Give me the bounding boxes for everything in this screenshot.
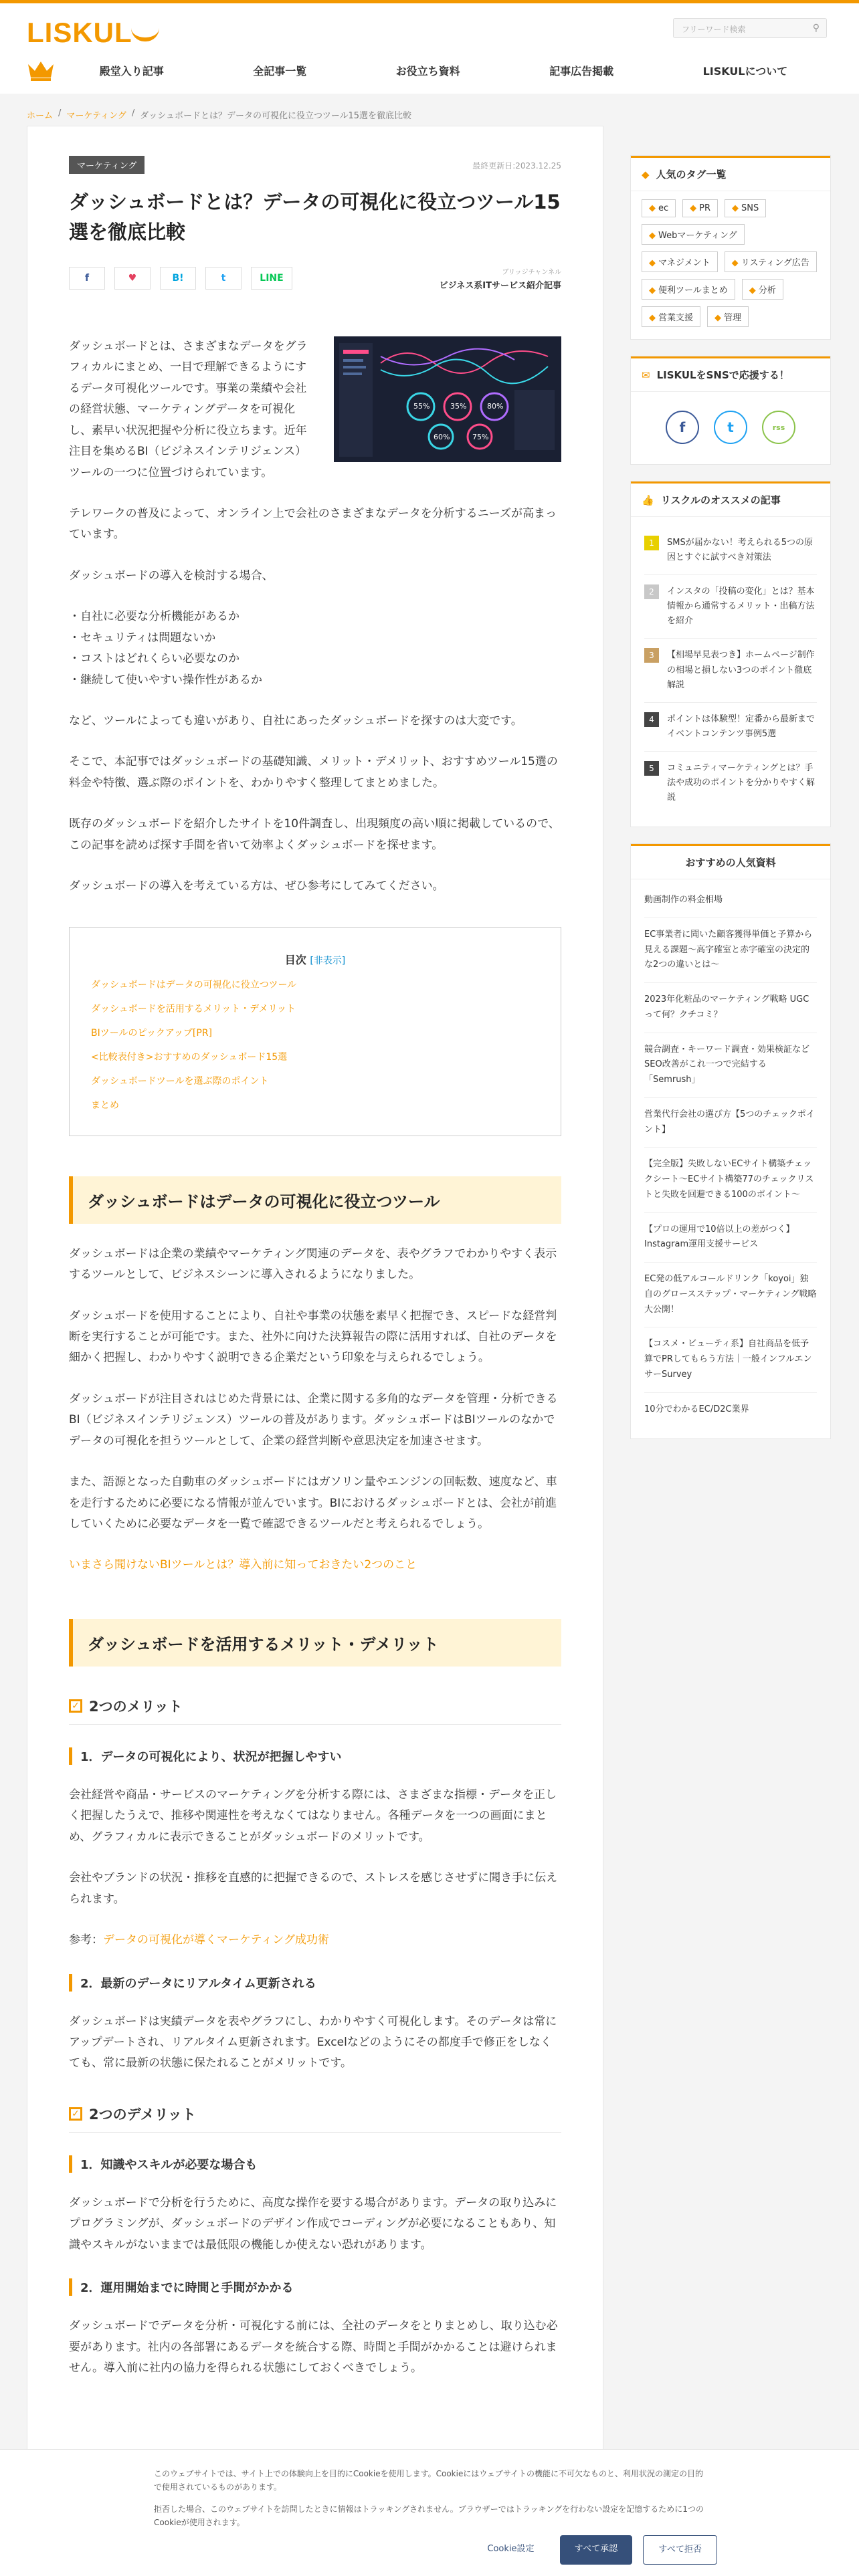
tags-widget: ◆ 人気のタグ一覧 ◆ ec ◆ PR ◆ SNS ◆ Webマーケティング ◆ マネジメント ◆ リスティング広告 ◆ 便利ツールまとめ ◆ 分析 ◆ 営業支援 ◆ 管理: [630, 155, 831, 340]
check-icon: ✓: [69, 2107, 82, 2121]
body-paragraph: 会社やブランドの状況・推移を直感的に把握できるので、ストレスを感じさせずに聞き手に伝えられます。: [69, 1871, 558, 1906]
body-paragraph: 会社経営や商品・サービスのマーケティングを分析する際には、さまざまな指標・データを正しく把握したうえで、推移や関連性を考えなくてはなりません。各種データを一つの画面にまとめ、グラフィカルに表示できることがダッシュボードのメリットです。: [69, 1788, 557, 1844]
body-paragraph: ダッシュボードで分析を行うために、高度な操作を要する場合があります。データの取り込みにプログラミングが、ダッシュボードのデザイン作成でコーディングが必要になることもあり、知識やスキルがないままでは最低限の機能しか使えない恐れがあります。: [69, 2195, 557, 2252]
search-icon[interactable]: ⚲: [812, 23, 820, 33]
nav-hall-of-fame[interactable]: 殿堂入り記事: [99, 64, 164, 78]
whitepaper-link[interactable]: EC発の低アルコールドリンク「koyoi」独自のグロースステップ・マーケティング戦略大公開！: [644, 1263, 817, 1327]
article-title: ダッシュボードとは？データの可視化に役立つツール15選を徹底比較: [69, 191, 561, 243]
subheading: 1．知識やスキルが必要な場合も: [69, 2155, 561, 2173]
tag-link[interactable]: ◆ 分析: [742, 279, 783, 300]
subsection-heading: ✓ 2つのデメリット: [69, 2104, 561, 2133]
whitepaper-link[interactable]: 【コスメ・ビューティ系】自社商品を低予算でPRしてもらう方法｜一般インフルエンサーSurvey: [644, 1327, 817, 1392]
body-paragraph: ダッシュボードは実績データを表やグラフにし、わかりやすく可視化します。そのデータは常にアップデートされ、リアルタイム更新されます。Excelなどのようにその都度手で修正をしなくても、常に最新の状態に保たれることがメリットです。: [69, 2014, 557, 2070]
whitepaper-widget: おすすめの人気資料 動画制作の料金相場 EC事業者に聞いた顧客獲得単価と予算から見える課題〜高字確室と赤字確室の決定的な2つの違いとは〜 2023年化粧品のマーケティング戦略 UGCって何？クチコミ？ 競合調査・キーワード調査・効果検証などSEO改善がこれ一つで完結する「Semrush」 営業代行会社の選び方【5つのチェックポイント】 【完全版】失敗しないECサイト構築チェックシート〜ECサイト構築77のチェックリストと失敗を回避できる100のポイント〜 【プロの運用で10倍以上の差がつく】Instagram運用支援サービス EC発の低アルコールドリンク「koyoi」独自のグロースステップ・マーケティング戦略大公開！ 【コスメ・ビューティ系】自社商品を低予算でPRしてもらう方法｜一般インフルエンサーSurvey 10分でわかるEC/D2C業界: [630, 843, 831, 1439]
table-of-contents: [69, 927, 561, 1136]
sns-widget: ✉ LISKULをSNSで応援する！ f t rss: [630, 356, 831, 465]
body-paragraph: 既存のダッシュボードを紹介したサイトを10件調査し、出現頻度の高い順に掲載しているので、この記事を読めば探す手間を省いて効率よくダッシュボードを探せます。: [69, 817, 560, 852]
thumb-value-4: 60%: [434, 432, 450, 441]
whitepaper-link[interactable]: EC事業者に聞いた顧客獲得単価と予算から見える課題〜高字確室と赤字確室の決定的な2つの違いとは〜: [644, 918, 817, 983]
cookie-banner: [0, 2449, 859, 2576]
updated-date: 最終更新日:2023.12.25: [472, 161, 561, 171]
share-bar: [69, 266, 561, 291]
body-paragraph: テレワークの普及によって、オンライン上で会社のさまざまなデータを分析するニーズが高まっています。: [69, 506, 557, 542]
intro-text: ダッシュボードとは、さまざまなデータをグラフィカルにまとめ、一目で理解できるようにするデータ可視化ツールです。事業の業績や会社の経営状態、マーケティングデータを可視化し、素早い状況把握や分析に役立ちます。近年注目を集めるBI（ビジネスインテリジェンス）ツールの一つに位置づけられています。: [69, 339, 308, 479]
toc-item[interactable]: ダッシュボードを活用するメリット・デメリット: [91, 1003, 296, 1014]
tag-link[interactable]: ◆ 便利ツールまとめ: [642, 279, 735, 300]
toc-title: 目次: [284, 953, 306, 966]
facebook-icon[interactable]: f: [666, 411, 699, 444]
nav-about[interactable]: LISKULについて: [702, 64, 788, 78]
global-nav: [0, 56, 859, 85]
section-heading: ダッシュボードはデータの可視化に役立つツール: [69, 1176, 561, 1224]
tag-link[interactable]: ◆ 営業支援: [642, 306, 700, 327]
site-header: [0, 3, 859, 94]
tag-link[interactable]: ◆ リスティング広告: [725, 251, 817, 272]
toc-item[interactable]: ダッシュボードはデータの可視化に役立つツール: [91, 979, 297, 990]
thumb-value-1: 55%: [413, 401, 430, 411]
reference-link[interactable]: データの可視化が導くマーケティング成功術: [103, 1933, 329, 1947]
tag-link[interactable]: ◆ Webマーケティング: [642, 224, 745, 245]
whitepaper-link[interactable]: 動画制作の料金相場: [644, 883, 817, 918]
section-heading: ダッシュボードを活用するメリット・デメリット: [69, 1619, 561, 1667]
body-paragraph: ダッシュボードでデータを分析・可視化する前には、全社のデータをとりまとめし、取り込む必要があります。社内の各部署にあるデータを統合する際、時間と手間がかかることは避けられません。導入前に社内の協力を得られる状態にしておくべきでしょう。: [69, 2319, 558, 2375]
whitepaper-link[interactable]: 【プロの運用で10倍以上の差がつく】Instagram運用支援サービス: [644, 1213, 817, 1263]
tag-link[interactable]: ◆ ec: [642, 199, 676, 217]
thumb-value-5: 75%: [472, 432, 489, 441]
nav-resources[interactable]: お役立ち資料: [395, 64, 460, 78]
dashboard-thumbnail: [334, 336, 561, 462]
tag-link[interactable]: ◆ SNS: [725, 199, 766, 217]
body-paragraph: そこで、本記事ではダッシュボードの基礎知識、メリット・デメリット、おすすめツール15選の料金や特徴、選ぶ際のポイントを、わかりやすく整理してまとめました。: [69, 755, 558, 790]
checklist: ・自社に必要な分析機能があるか ・セキュリティは問題ないか ・コストはどれくらい必要なのか ・継続して使いやすい操作性があるか: [69, 610, 262, 687]
body-paragraph: など、ツールによっても違いがあり、自社にあったダッシュボードを探すのは大変です。: [69, 714, 522, 728]
share-facebook-button[interactable]: f: [69, 267, 105, 290]
recommended-widget: 👍 リスクルのオススメの記事 1 SMSが届かない！考えられる5つの原因とすぐに試すべき対策法 2 インスタの「投稿の変化」とは？基本情報から通常するメリット・出稿方法を紹介 3 【相場早見表つき】ホームページ制作の相場と損しない3つのポイント徹底解説 4 ポイントは体験型！定番から最新までイベントコンテンツ事例5選 5 コミュニティマーケティングとは？手法や成功のポイントを分かりやすく解説: [630, 481, 831, 827]
share-hatena-button[interactable]: B!: [160, 267, 196, 290]
breadcrumb-marketing[interactable]: マーケティング: [66, 111, 126, 121]
body-paragraph: ダッシュボードが注目されはじめた背景には、企業に関する多角的なデータを管理・分析できるBI（ビジネスインテリジェンス）ツールの普及があります。ダッシュボードはBIツールのなかでデータの可視化を担うツールとして、企業の経営判断や意思決定を加速させます。: [69, 1392, 558, 1448]
share-line-button[interactable]: LINE: [251, 267, 292, 290]
body-paragraph: ダッシュボードの導入を考えている方は、ぜひ参考にしてみてください。: [69, 879, 444, 893]
subheading: 2．最新のデータにリアルタイム更新される: [69, 1974, 561, 1992]
article: マーケティング 最終更新日:2023.12.25 ダッシュボードとは？データの可視化に役立つツール15選を徹底比較 f ♥ B! t LINE ブリッジチャンネル ビジネス系ITサービス紹介記事 ダッシュボードとは、さまざまなデータをグラフィカルにまとめ、一目で理解できるようにするデータ可視化ツールです。事業の業績や会社の経営状態、マーケティングデータを可視化し、素早い状況把握や分析に役立ちます。近年注目を集めるBI（ビジネスインテリジェンス）ツールの一つに位置づけられています。 55% 35% 80% 60% 75% テレワークの普及によって、オンライン上で会社のさまざまなデータを分析するニーズが高まっています。 ダッシュボードの導入を検討する場合、 ・自社に必要な分析機能があるか ・セキュリティは問題ないか ・コストはどれくらい必要なのか ・継続して使いやすい操作性があるか など、ツールによっても違いがあり、自社にあったダッシュボードを探すのは大変です。 そこで、本記事ではダッシュボードの基礎知識、メリット・デメリット、おすすめツール15選の料金や特徴、選ぶ際のポイントを、わかりやすく整理してまとめました。 既存のダッシュボードを紹介したサイトを10件調査し、出現頻度の高い順に掲載しているので、この記事を読めば探す手間を省いて効率よくダッシュボードを探せます。 ダッシュボードの導入を考えている方は、ぜひ参考にしてみてください。 目次 [非表示] ダッシュボードはデータの可視化に役立つツール ダッシュボードを活用するメリット・デメリット BIツールのピックアップ[PR] <比較表付き>おすすめのダッシュボード15選 ダッシュボードツールを選ぶ際のポイント まとめ ダッシュボードはデータの可視化に役立つツール ダッシュボードは企業の業績やマーケティング関連のデータを、表やグラフでわかりやすく表示するツールとして、ビジネスシーンに導入されるようになりました。 ダッシュボードを使用することにより、自社や事業の状態を素早く把握でき、スピードな経営判断を実行することが可能です。また、社外に向けた決算報告の際に活用すれば、自社のデータを細かく把握し、わかりやすく説明できる企業だという印象を与えられるでしょう。 ダッシュボードが注目されはじめた背景には、企業に関する多角的なデータを管理・分析できるBI（ビジネスインテリジェンス）ツールの普及があります。ダッシュボードはBIツールのなかでデータの可視化を担うツールとして、企業の経営判断や意思決定を加速させます。 また、語源となった自動車のダッシュボードにはガソリン量やエンジンの回転数、速度など、車を走行するために必要になる情報が並んでいます。BIにおけるダッシュボードとは、会社が前進していくために必要なデータを一覧で確認できるツールだと考えられるでしょう。 いまさら聞けないBIツールとは？導入前に知っておきたい2つのこと ダッシュボードを活用するメリット・デメリット ✓ 2つのメリット 1．データの可視化により、状況が把握しやすい 会社経営や商品・サービスのマーケティングを分析する際には、さまざまな指標・データを正しく把握したうえで、推移や関連性を考えなくてはなりません。各種データを一つの画面にまとめ、グラフィカルに表示できることがダッシュボードのメリットです。 会社やブランドの状況・推移を直感的に把握できるので、ストレスを感じさせずに聞き手に伝えられます。 参考：データの可視化が導くマーケティング成功術 2．最新のデータにリアルタイム更新される ダッシュボードは実績データを表やグラフにし、わかりやすく可視化します。そのデータは常にアップデートされ、リアルタイム更新されます。Excelなどのようにその都度手で修正をしなくても、常に最新の状態に保たれることがメリットです。 ✓ 2つのデメリット 1．知識やスキルが必要な場合も ダッシュボードで分析を行うために、高度な操作を要する場合があります。データの取り込みにプログラミングが、ダッシュボードのデザイン作成でコーディングが必要になることもあり、知識やスキルがないままでは最低限の機能しか使えない恐れがあります。 2．運用開始までに時間と手間がかかる ダッシュボードでデータを分析・可視化する前には、全社のデータをとりまとめし、取り込む必要があります。社内の各部署にあるデータを統合する際、時間と手間がかかることは避けられません。導入前に社内の協力を得られる状態にしておくべきでしょう。: [27, 126, 603, 2453]
cookie-text: 拒否した場合、このウェブサイトを訪問したときに情報はトラッキングされません。ブラウザーではトラッキングを行わない設定を記憶するために1つのCookieが使用されます。: [154, 2504, 704, 2528]
thumbs-up-icon: 👍: [642, 494, 654, 506]
subsection-heading: ✓ 2つのメリット: [69, 1696, 561, 1725]
share-pocket-button[interactable]: ♥: [114, 267, 151, 290]
thumb-value-3: 80%: [487, 401, 504, 411]
breadcrumb-home[interactable]: ホーム: [27, 111, 54, 121]
body-paragraph: ダッシュボードを使用することにより、自社や事業の状態を素早く把握でき、スピードな経営判断を実行することが可能です。また、社外に向けた決算報告の際に活用すれば、自社のデータを細かく把握し、わかりやすく説明できる企業だという印象を与えられるでしょう。: [69, 1309, 557, 1365]
tag-link[interactable]: ◆ PR: [682, 199, 718, 217]
toc-toggle[interactable]: [非表示]: [310, 955, 346, 966]
sidebar: [630, 155, 831, 1455]
check-icon: ✓: [69, 1699, 82, 1713]
nav-ad-placement[interactable]: 記事広告掲載: [549, 64, 614, 78]
whitepaper-link[interactable]: 2023年化粧品のマーケティング戦略 UGCって何？クチコミ？: [644, 983, 817, 1033]
tag-link[interactable]: ◆ 管理: [707, 306, 749, 327]
toc-item[interactable]: BIツールのピックアップ[PR]: [91, 1027, 213, 1039]
nav-all-articles[interactable]: 全記事一覧: [253, 64, 307, 78]
author-info[interactable]: ブリッジチャンネル ビジネス系ITサービス紹介記事: [439, 268, 561, 291]
twitter-icon[interactable]: t: [714, 411, 747, 444]
crown-icon: [27, 59, 55, 82]
cookie-settings-button[interactable]: Cookie設定: [487, 2544, 535, 2554]
cookie-reject-all-button[interactable]: すべて拒否: [643, 2535, 717, 2565]
tag-link[interactable]: ◆ マネジメント: [642, 251, 718, 272]
rss-icon[interactable]: rss: [762, 411, 795, 444]
breadcrumb: ホーム / マーケティング / ダッシュボードとは？データの可視化に役立つツール15選を徹底比較: [27, 108, 412, 121]
recommended-article[interactable]: 5 コミュニティマーケティングとは？手法や成功のポイントを分かりやすく解説: [644, 752, 817, 815]
body-paragraph: また、語源となった自動車のダッシュボードにはガソリン量やエンジンの回転数、速度など、車を走行するために必要になる情報が並んでいます。BIにおけるダッシュボードとは、会社が前進していくために必要なデータを一覧で確認できるツールだと考えられるでしょう。: [69, 1475, 557, 1531]
whitepaper-link[interactable]: 営業代行会社の選び方【5つのチェックポイント】: [644, 1098, 817, 1148]
whitepaper-link[interactable]: 10分でわかるEC/D2C業界: [644, 1404, 749, 1414]
subheading: 2．運用開始までに時間と手間がかかる: [69, 2278, 561, 2296]
whitepaper-link[interactable]: 【完全版】失敗しないECサイト構築チェックシート〜ECサイト構築77のチェックリストと失敗を回避できる100のポイント〜: [644, 1148, 817, 1212]
whitepaper-link[interactable]: 競合調査・キーワード調査・効果検証などSEO改善がこれ一つで完結する「Semrush」: [644, 1033, 817, 1098]
breadcrumb-current: ダッシュボードとは？データの可視化に役立つツール15選を徹底比較: [140, 111, 412, 121]
site-logo[interactable]: LISKUL: [27, 17, 159, 49]
cookie-text: このウェブサイトでは、サイト上での体験向上を目的にCookieを使用します。Cookieにはウェブサイトの機能に不可欠なものと、利用状況の測定の目的で使用されているものがあります。: [154, 2469, 704, 2492]
subheading: 1．データの可視化により、状況が把握しやすい: [69, 1747, 561, 1765]
mail-icon: ✉: [642, 368, 650, 381]
recommended-article[interactable]: 4 ポイントは体験型！定番から最新までイベントコンテンツ事例5選: [644, 703, 817, 752]
body-paragraph: ダッシュボードの導入を検討する場合、: [69, 568, 274, 582]
related-link[interactable]: いまさら聞けないBIツールとは？導入前に知っておきたい2つのこと: [69, 1558, 417, 1572]
tag-icon: ◆: [642, 168, 650, 181]
search-input[interactable]: フリーワード検索 ⚲: [673, 18, 827, 38]
category-badge[interactable]: マーケティング: [69, 156, 145, 174]
recommended-article[interactable]: 2 インスタの「投稿の変化」とは？基本情報から通常するメリット・出稿方法を紹介: [644, 575, 817, 639]
toc-item[interactable]: <比較表付き>おすすめのダッシュボード15選: [91, 1051, 288, 1063]
toc-item[interactable]: ダッシュボードツールを選ぶ際のポイント: [91, 1075, 269, 1087]
cookie-accept-all-button[interactable]: すべて承認: [560, 2535, 633, 2565]
recommended-article[interactable]: 1 SMSが届かない！考えられる5つの原因とすぐに試すべき対策法: [644, 526, 817, 575]
share-twitter-button[interactable]: t: [205, 267, 242, 290]
recommended-article[interactable]: 3 【相場早見表つき】ホームページ制作の相場と損しない3つのポイント徹底解説: [644, 639, 817, 702]
toc-item[interactable]: まとめ: [91, 1099, 119, 1111]
body-paragraph: ダッシュボードは企業の業績やマーケティング関連のデータを、表やグラフでわかりやすく表示するツールとして、ビジネスシーンに導入されるようになりました。: [69, 1247, 557, 1282]
thumb-value-2: 35%: [450, 401, 467, 411]
